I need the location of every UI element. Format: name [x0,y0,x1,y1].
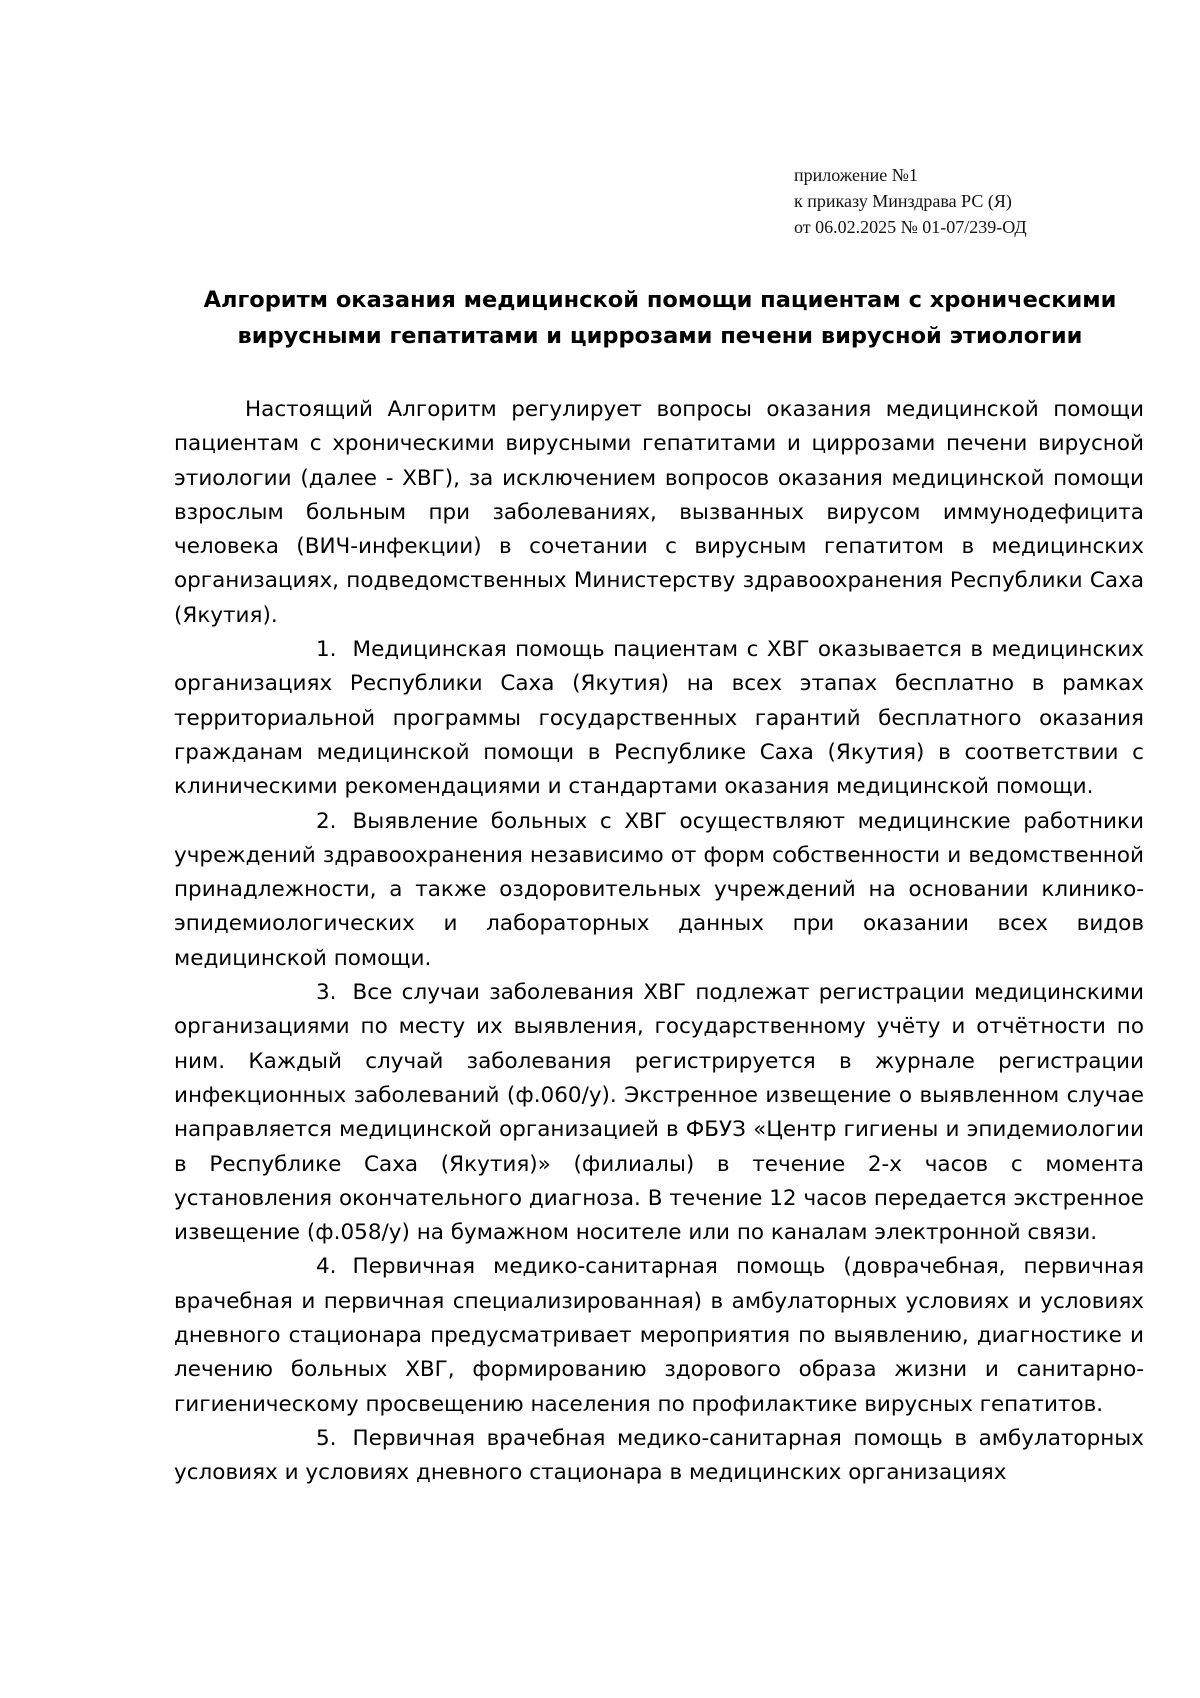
document-body [174,393,1144,1491]
paragraph-5 [174,1422,1144,1491]
appendix-line-2: к приказу Минздрава РС (Я) [794,191,1012,211]
document-title [170,282,1150,354]
paragraph-text: Медицинская помощь пациентам с ХВГ оказывается в медицинских организациях Республики Саха (Якутия) на всех этапах бесплатно в рамках территориальной программы государственных гарантий бесплатного оказания гражданам медицинской помощи в Республике Саха (Якутия) в соответствии с клиническими рекомендациями и стандартами оказания медицинской помощи. [174,637,1144,800]
paragraph-3 [174,976,1144,1250]
intro-text: Настоящий Алгоритм регулирует вопросы оказания медицинской помощи пациентам с хроническими вирусными гепатитами и циррозами печени вирусной этиологии (далее - ХВГ), за исключением вопросов оказания медицинской помощи взрослым больным при заболеваниях, вызванных вирусом иммунодефицита человека (ВИЧ-инфекции) в сочетании с вирусным гепатитом в медицинских организациях, подведомственных Министерству здравоохранения Республики Саха (Якутия). [174,397,1144,628]
paragraph-number: 3. [316,980,337,1006]
paragraph-number: 5. [316,1425,337,1451]
paragraph-1 [174,633,1144,804]
paragraph-number: 2. [316,808,337,834]
paragraph-text: Первичная медико-санитарная помощь (доврачебная, первичная врачебная и первичная специализированная) в амбулаторных условиях и условиях дневного стационара предусматривает мероприятия по выявлению, диагностике и лечению больных ХВГ, формированию здорового образа жизни и санитарно-гигиеническому просвещению населения по профилактике вирусных гепатитов. [174,1254,1144,1417]
paragraph-4 [174,1250,1144,1421]
paragraph-number: 1. [316,637,337,663]
intro-paragraph [174,393,1144,633]
paragraph-text: Первичная врачебная медико-санитарная помощь в амбулаторных условиях и условиях дневного стационара в медицинских организациях [174,1425,1144,1486]
title-line-1: Алгоритм оказания медицинской помощи пациентам с хроническими [203,287,1117,313]
paragraph-text: Выявление больных с ХВГ осуществляют медицинские работники учреждений здравоохранения независимо от форм собственности и ведомственной принадлежности, а также оздоровительных учреждений на основании клинико-эпидемиологических и лабораторных данных при оказании всех видов медицинской помощи. [174,808,1144,971]
appendix-reference [794,162,1027,240]
appendix-line-1: приложение №1 [794,165,918,185]
appendix-line-3: от 06.02.2025 № 01-07/239-ОД [794,217,1027,237]
paragraph-2 [174,805,1144,976]
paragraph-number: 4. [316,1254,337,1280]
title-line-2: вирусными гепатитами и циррозами печени вирусной этиологии [237,323,1083,349]
paragraph-text: Все случаи заболевания ХВГ подлежат регистрации медицинскими организациями по месту их выявления, государственному учёту и отчётности по ним. Каждый случай заболевания регистрируется в журнале регистрации инфекционных заболеваний (ф.060/у). Экстренное извещение о выявленном случае направляется медицинской организацией в ФБУЗ «Центр гигиены и эпидемиологии в Республике Саха (Якутия)» (филиалы) в течение 2-х часов с момента установления окончательного диагноза. В течение 12 часов передается экстренное извещение (ф.058/у) на бумажном носителе или по каналам электронной связи. [174,980,1144,1246]
